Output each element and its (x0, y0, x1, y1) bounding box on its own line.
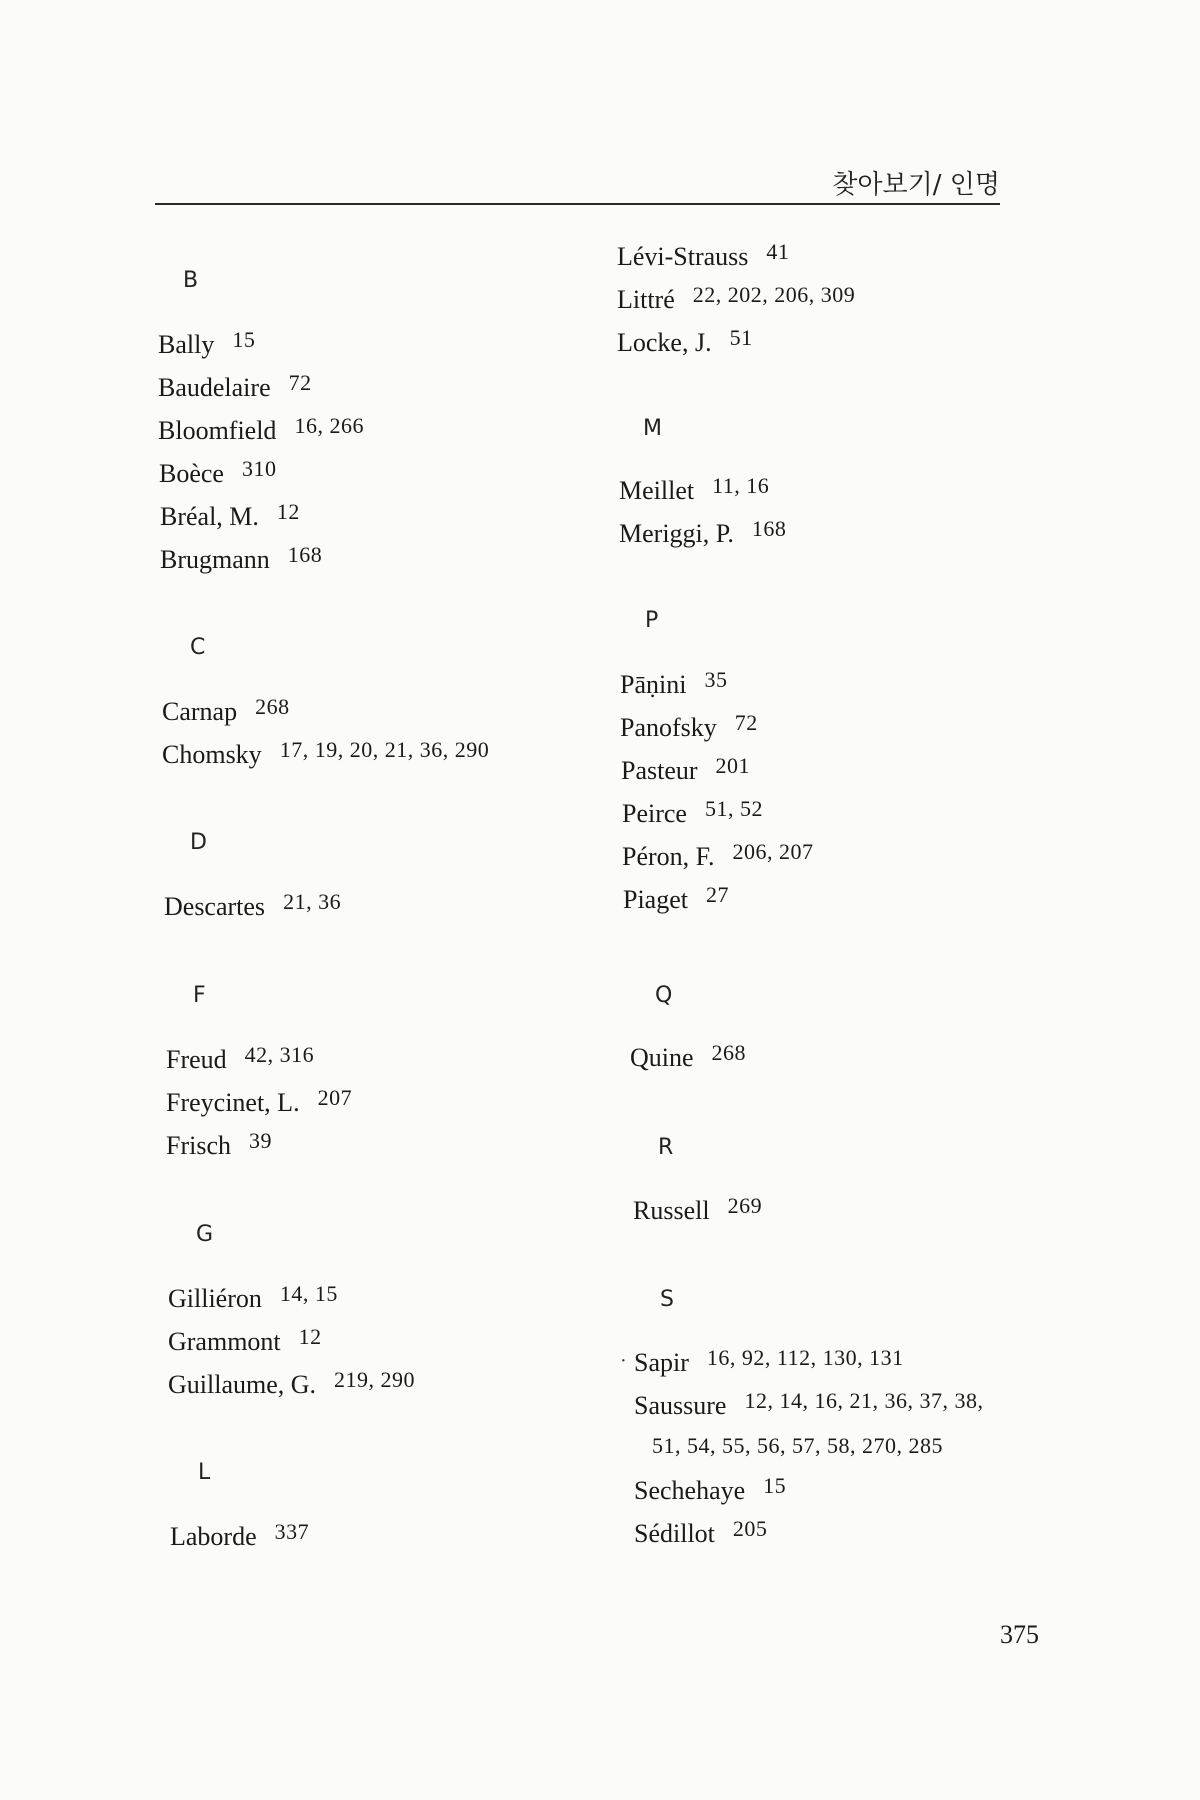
index-entry-levi-strauss (617, 239, 790, 272)
entry-name: Panofsky (620, 713, 717, 742)
entry-name: Freycinet, L. (166, 1088, 300, 1117)
page-number: 375 (1000, 1620, 1039, 1649)
entry-pages: 27 (706, 882, 729, 907)
section-letter-q: Q (655, 983, 673, 1008)
entry-name: Littré (617, 285, 675, 314)
section-letter-c: C (190, 635, 206, 660)
index-entry-russell (633, 1193, 763, 1226)
entry-name: Quine (630, 1043, 694, 1072)
entry-name: Laborde (170, 1522, 257, 1551)
entry-name: Boèce (159, 459, 224, 488)
entry-name: Bréal, M. (160, 502, 259, 531)
entry-pages: 11, 16 (712, 473, 770, 498)
entry-pages: 14, 15 (279, 1281, 338, 1306)
entry-pages: 207 (317, 1085, 353, 1110)
entry-name: Locke, J. (617, 328, 712, 357)
entry-name: Baudelaire (158, 373, 271, 402)
entry-name: Bally (158, 330, 215, 359)
index-entry-sapir (634, 1345, 904, 1378)
index-entry-panini (620, 667, 728, 700)
entry-name: Guillaume, G. (168, 1370, 317, 1399)
entry-pages: 268 (711, 1040, 747, 1065)
entry-pages: 12 (298, 1324, 322, 1349)
entry-pages: 16, 266 (294, 413, 364, 438)
index-entry-saussure (634, 1388, 984, 1421)
entry-name: Meriggi, P. (619, 519, 734, 548)
entry-pages: 22, 202, 206, 309 (692, 282, 856, 307)
entry-pages: 269 (727, 1193, 763, 1218)
index-entry-littre (617, 282, 856, 315)
entry-pages: 35 (704, 667, 728, 692)
index-entry-meriggi (619, 516, 787, 549)
entry-pages: 16, 92, 112, 130, 131 (706, 1345, 904, 1370)
entry-name: Piaget (623, 885, 688, 914)
index-entry-meillet (619, 473, 770, 506)
entry-name: Sédillot (634, 1519, 715, 1548)
entry-name: Grammont (168, 1327, 281, 1356)
index-entry-peirce (622, 796, 763, 829)
entry-name: Saussure (634, 1391, 727, 1420)
entry-name: Sapir (634, 1348, 689, 1377)
index-entry-locke (617, 325, 753, 358)
entry-pages: 219, 290 (334, 1367, 416, 1392)
section-letter-s: S (660, 1287, 674, 1312)
entry-name: Meillet (619, 476, 695, 505)
entry-name: Russell (633, 1196, 710, 1225)
entry-pages: 41 (766, 239, 790, 264)
index-entry-peron (622, 839, 814, 872)
section-letter-p: P (645, 608, 659, 633)
index-entry-sechehaye (634, 1473, 787, 1506)
entry-name: Peirce (622, 799, 687, 828)
entry-pages: 310 (241, 456, 277, 481)
entry-pages: 12, 14, 16, 21, 36, 37, 38, (744, 1388, 984, 1413)
entry-name: Sechehaye (634, 1476, 746, 1505)
section-letter-b: B (183, 268, 199, 293)
section-letter-f: F (193, 983, 206, 1008)
entry-name: Pāṇini (620, 670, 687, 699)
entry-name: Carnap (162, 697, 238, 726)
section-letter-m: M (643, 416, 662, 441)
entry-name: Lévi-Strauss (617, 242, 749, 271)
entry-pages: 51 (729, 325, 753, 350)
running-header-title: 찾아보기/ 인명 (832, 170, 1000, 200)
section-letter-r: R (658, 1135, 674, 1160)
entry-name: Brugmann (160, 545, 270, 574)
entry-pages: 42, 316 (244, 1042, 315, 1067)
entry-pages: 17, 19, 20, 21, 36, 290 (279, 737, 490, 762)
section-letter-d: D (190, 830, 207, 855)
entry-pages: 206, 207 (732, 839, 814, 864)
entry-name: Gilliéron (168, 1284, 262, 1313)
entry-pages: 337 (274, 1519, 310, 1544)
entry-name: Frisch (166, 1131, 231, 1160)
entry-pages: 168 (751, 516, 787, 541)
entry-name: Bloomfield (158, 416, 277, 445)
entry-pages: 205 (732, 1516, 768, 1541)
index-entry-pasteur (621, 753, 751, 786)
index-entry-panofsky (620, 710, 758, 743)
entry-pages: 21, 36 (283, 889, 342, 914)
entry-pages: 15 (232, 327, 256, 352)
entry-pages: 15 (763, 1473, 787, 1498)
index-entry-quine (630, 1040, 747, 1073)
entry-name: Descartes (164, 892, 266, 921)
entry-pages: 72 (288, 370, 312, 395)
section-letter-l: L (198, 1460, 211, 1485)
entry-pages: 201 (715, 753, 751, 778)
entry-pages: 72 (734, 710, 758, 735)
entry-name: Chomsky (162, 740, 262, 769)
index-entry-sedillot (634, 1516, 768, 1549)
entry-pages: 51, 52 (704, 796, 763, 821)
entry-pages: 39 (249, 1128, 272, 1153)
entry-name: Pasteur (621, 756, 698, 785)
entry-pages: 12 (276, 499, 300, 524)
entry-pages: 268 (255, 694, 290, 719)
entry-name: Freud (166, 1045, 227, 1074)
index-entry-saussure-continued (652, 1430, 943, 1460)
index-entry-piaget (623, 882, 729, 915)
section-letter-g: G (196, 1222, 214, 1247)
entry-pages: 51, 54, 55, 56, 57, 58, 270, 285 (652, 1433, 943, 1458)
stray-mark: · (620, 1350, 627, 1372)
entry-pages: 168 (287, 542, 323, 567)
entry-name: Péron, F. (622, 842, 715, 871)
